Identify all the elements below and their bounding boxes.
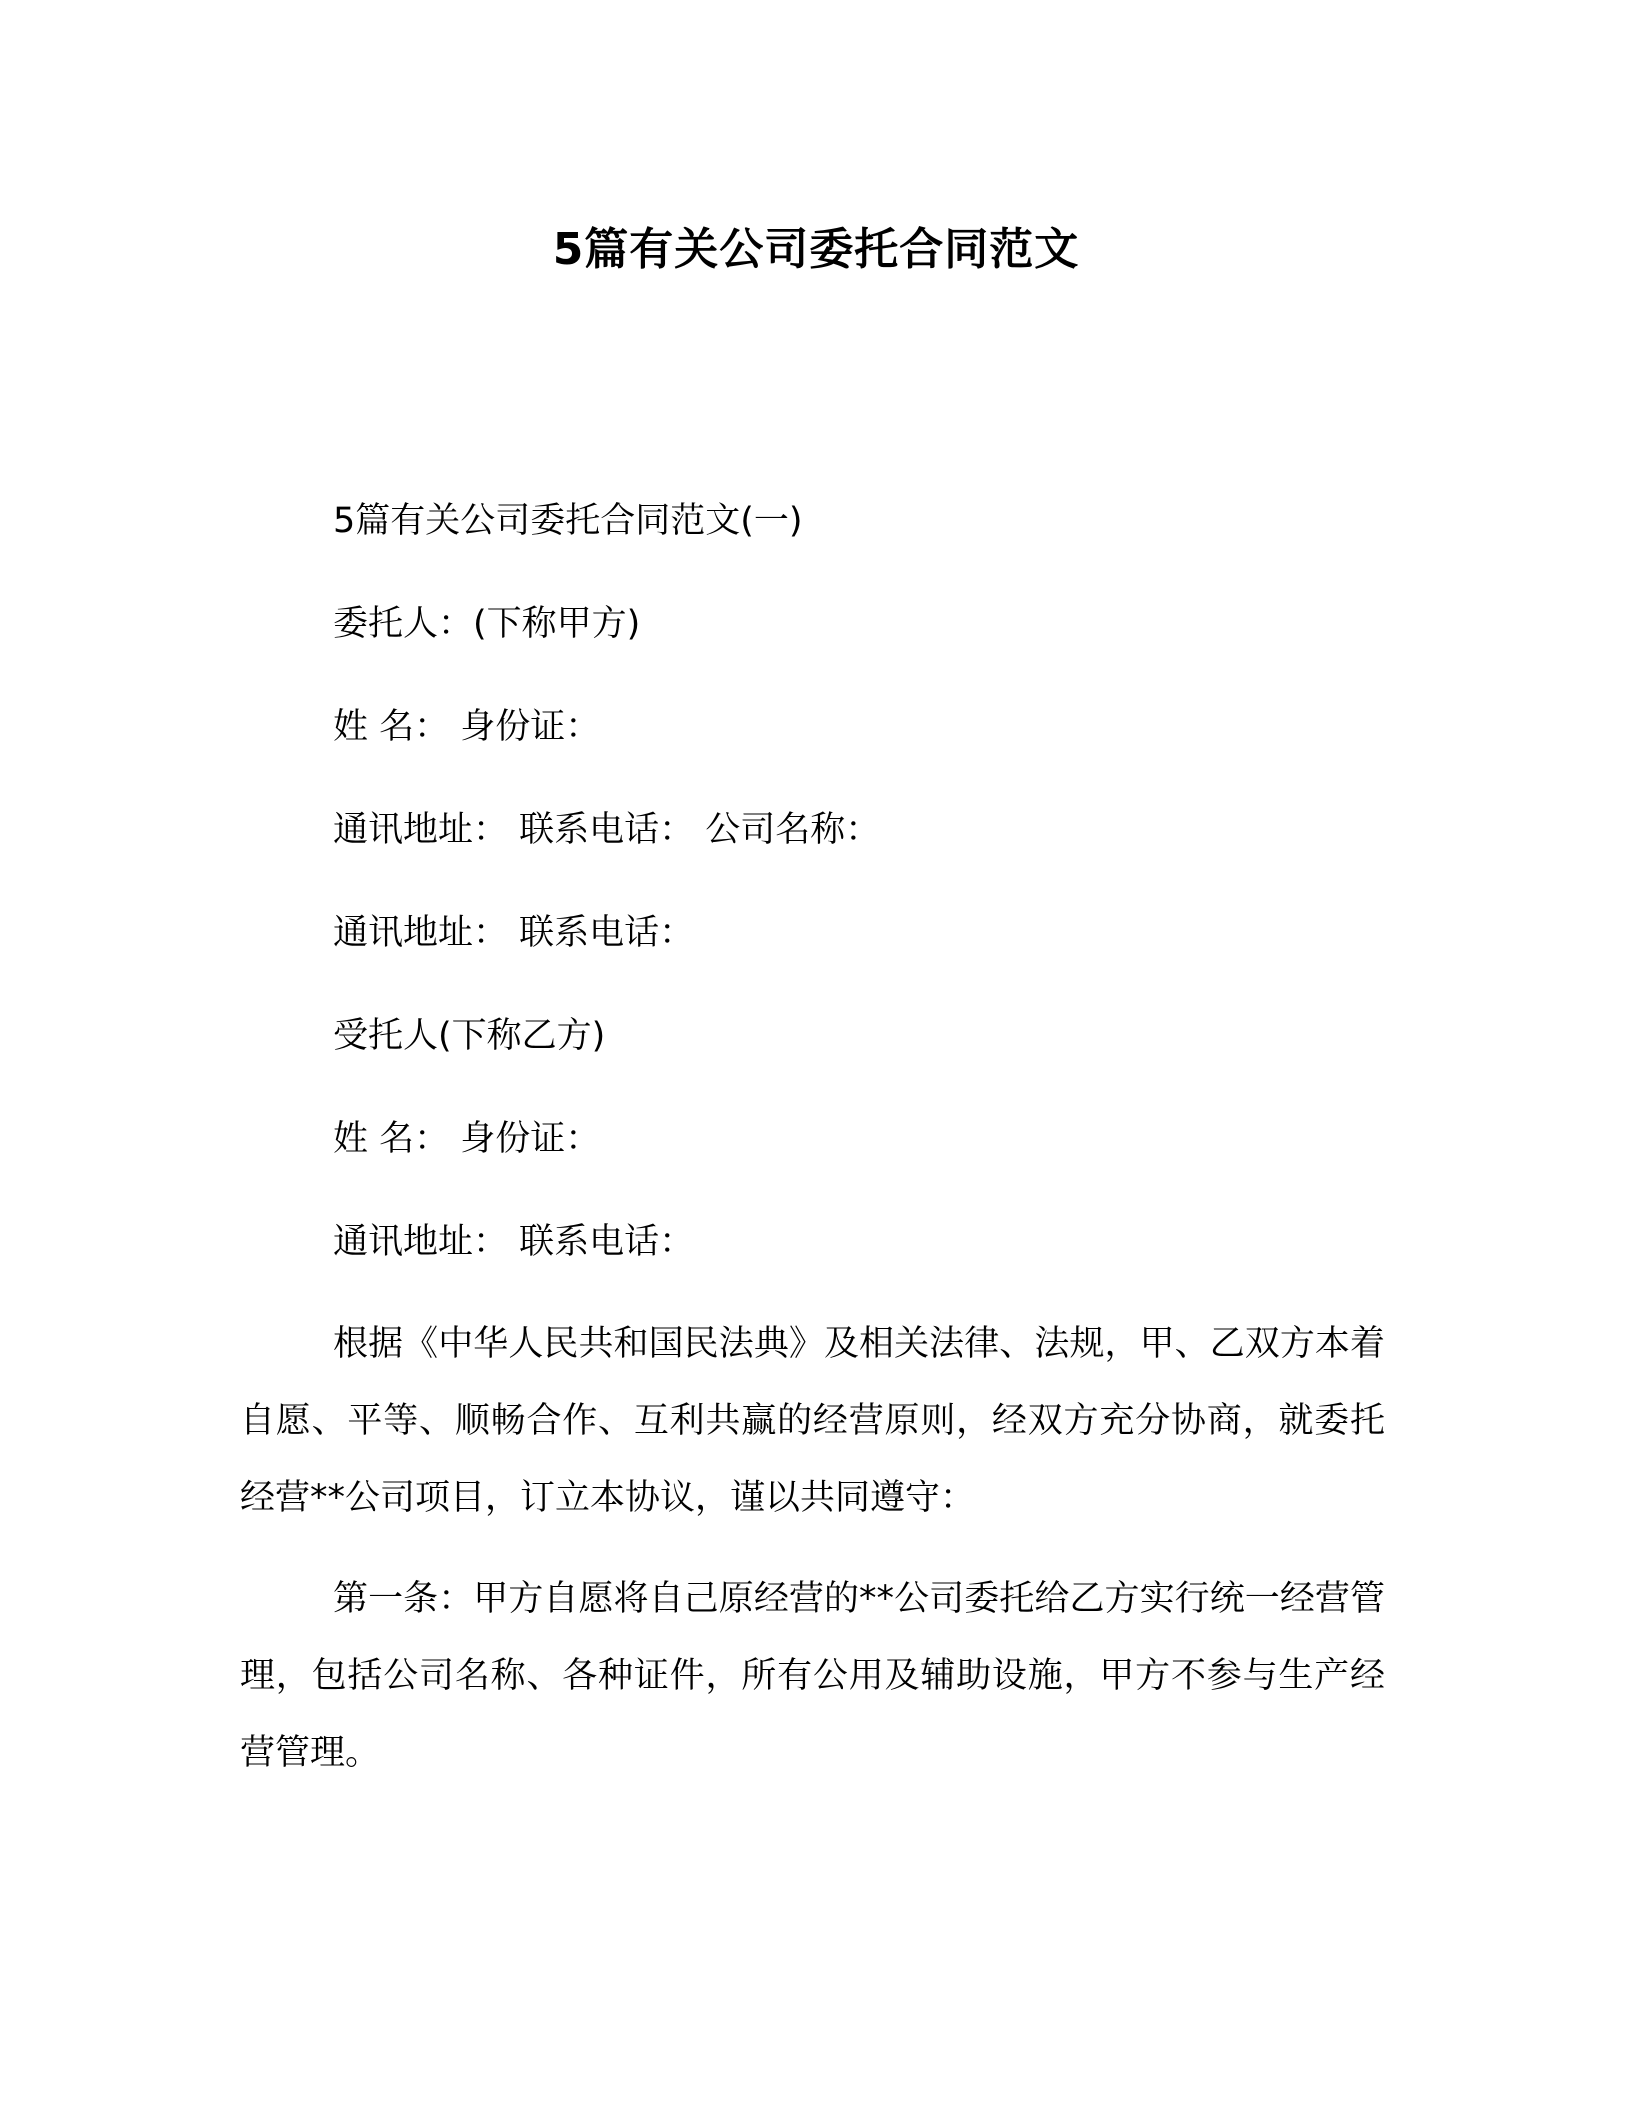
- agent-name-id-line: 姓 名： 身份证：: [333, 1119, 601, 1159]
- agent-address-phone-line: 通讯地址： 联系电话：: [333, 1222, 695, 1262]
- principal-address-phone-company-line: 通讯地址： 联系电话： 公司名称：: [333, 810, 881, 850]
- agent-line: 受托人(下称乙方): [333, 1016, 606, 1056]
- principal-name-id-line: 姓 名： 身份证：: [333, 707, 601, 747]
- preamble-paragraph: 根据《中华人民共和国民法典》及相关法律、法规，甲、乙双方本着自愿、平等、顺畅合作、互利共赢的经营原则，经双方充分协商，就委托经营**公司项目，订立本协议，谨以共同遵守：: [240, 1324, 1385, 1518]
- document-title: 5篇有关公司委托合同范文: [552, 224, 1080, 275]
- principal-line: 委托人：(下称甲方): [333, 604, 641, 644]
- article-one-paragraph: 第一条：甲方自愿将自己原经营的**公司委托给乙方实行统一经营管理，包括公司名称、各种证件，所有公用及辅助设施，甲方不参与生产经营管理。: [240, 1579, 1385, 1773]
- principal-address-phone-line: 通讯地址： 联系电话：: [333, 913, 695, 953]
- section-heading: 5篇有关公司委托合同范文(一): [333, 501, 803, 541]
